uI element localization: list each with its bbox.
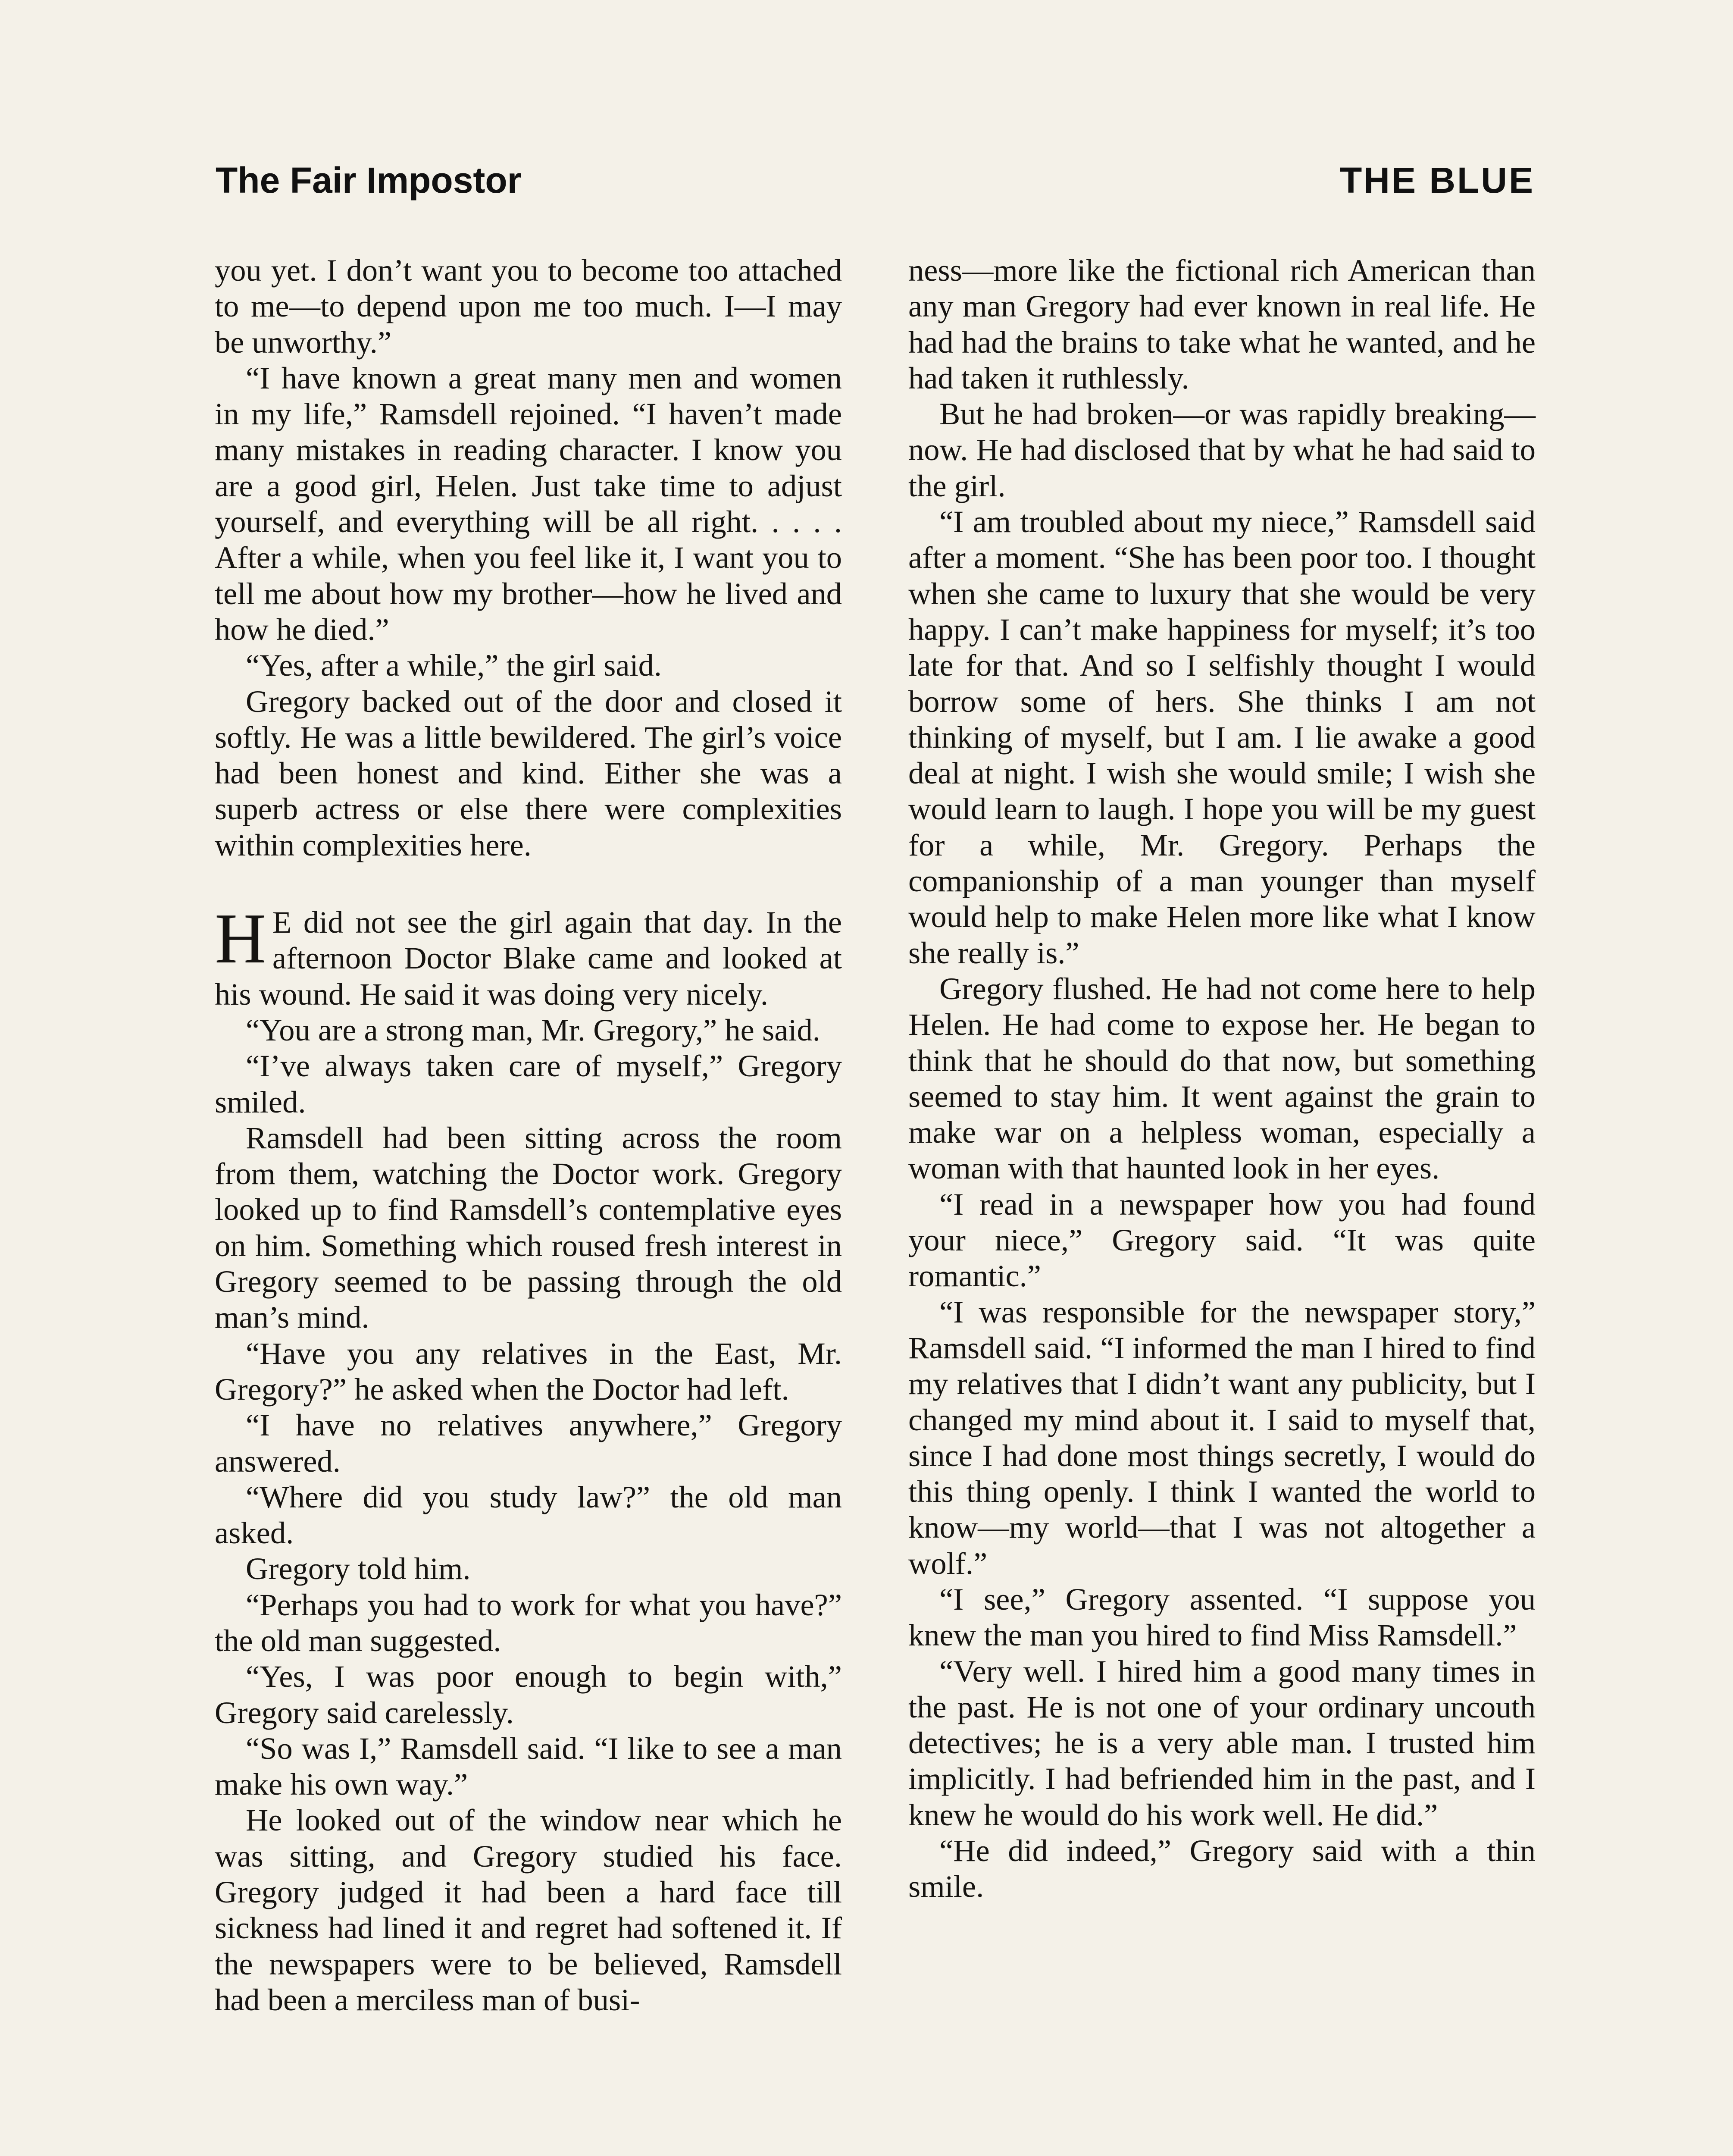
paragraph: “So was I,” Ramsdell said. “I like to see a man make his own way.” — [215, 1730, 842, 1802]
paragraph: “You are a strong man, Mr. Gregory,” he said. — [246, 1012, 820, 1047]
header-story-title: The Fair Impostor — [216, 160, 522, 201]
paragraph: But he had broken—or was rapidly breaking—now. He had disclosed that by what he had said to the girl. — [908, 396, 1536, 503]
paragraph: “He did indeed,” Gregory said with a thin smile. — [908, 1833, 1536, 1904]
paragraph: He looked out of the window near which he was sitting, and Gregory studied his face. Gregory judged it had been a hard face till sickness had lined it and regret had softened it. If the newspapers were to be believed, Ramsdell had been a merciless man of busi- — [215, 1802, 842, 2017]
left-column — [215, 252, 842, 2156]
paragraph: Gregory backed out of the door and closed it softly. He was a little bewildered. The girl’s voice had been honest and kind. Either she was a superb actress or else there were complexities within complexities here. — [215, 683, 842, 862]
header-magazine-title: THE BLUE — [1340, 160, 1535, 201]
paragraph: Gregory told him. — [246, 1551, 471, 1586]
paragraph: “I was responsible for the newspaper story,” Ramsdell said. “I informed the man I hired to find my relatives that I didn’t want any publicity, but I changed my mind about it. I said to myself that, since I had done most things secretly, I would do this thing openly. I think I wanted the world to know—my world—that I was not altogether a wolf.” — [908, 1294, 1536, 1581]
paragraph: Ramsdell had been sitting across the room from them, watching the Doctor work. Gregory looked up to find Ramsdell’s contemplative eyes on him. Something which roused fresh interest in Gregory seemed to be passing through the old man’s mind. — [215, 1120, 842, 1335]
paragraph: ness—more like the fictional rich American than any man Gregory had ever known in real life. He had had the brains to take what he wanted, and he had taken it ruthlessly. — [908, 253, 1536, 395]
paragraph: “I’ve always taken care of myself,” Gregory smiled. — [215, 1048, 842, 1119]
paragraph: “Perhaps you had to work for what you have?” the old man suggested. — [215, 1587, 842, 1658]
paragraph: “I have no relatives anywhere,” Gregory answered. — [215, 1407, 842, 1479]
paragraph: “I read in a newspaper how you had found your niece,” Gregory said. “It was quite romantic.” — [908, 1186, 1536, 1294]
paragraph: “I have known a great many men and women in my life,” Ramsdell rejoined. “I haven’t made many mistakes in reading character. I know you are a good girl, Helen. Just take time to adjust yourself, and everything will be all right. . . . . After a while, when you feel like it, I want you to tell me about how my brother—how he lived and how he died.” — [215, 360, 842, 647]
paragraph: “Where did you study law?” the old man asked. — [215, 1479, 842, 1551]
text-columns — [215, 252, 1536, 2156]
paragraph: “Yes, I was poor enough to begin with,” Gregory said carelessly. — [215, 1659, 842, 1730]
paragraph: “I am troubled about my niece,” Ramsdell said after a moment. “She has been poor too. I thought when she came to luxury that she would be very happy. I can’t make happiness for myself; it’s too late for that. And so I selfishly thought I would borrow some of hers. She thinks I am not thinking of myself, but I am. I lie awake a good deal at night. I wish she would smile; I wish she would learn to laugh. I hope you will be my guest for a while, Mr. Gregory. Perhaps the companionship of a man younger than myself would help to make Helen more like what I know she really is.” — [908, 504, 1536, 970]
drop-cap: H — [215, 899, 266, 978]
running-header — [216, 160, 1535, 211]
paragraph: “Have you any relatives in the East, Mr. Gregory?” he asked when the Doctor had left. — [215, 1335, 842, 1407]
paragraph: “Very well. I hired him a good many times in the past. He is not one of your ordinary uncouth detectives; he is a very able man. I trusted him implicitly. I had befriended him in the past, and I knew he would do his work well. He did.” — [908, 1653, 1536, 1832]
paragraph: you yet. I don’t want you to become too attached to me—to depend upon me too much. I—I may be unworthy.” — [215, 253, 842, 360]
paragraph: Gregory flushed. He had not come here to help Helen. He had come to expose her. He began to think that he should do that now, but something seemed to stay him. It went against the grain to make war on a helpless woman, especially a woman with that haunted look in her eyes. — [908, 971, 1536, 1186]
section-opening-paragraph — [215, 899, 842, 1012]
paragraph-text: E did not see the girl again that day. In the afternoon Doctor Blake came and looked at his wound. He said it was doing very nicely. — [215, 905, 842, 1012]
right-column — [908, 252, 1536, 2156]
paragraph: “Yes, after a while,” the girl said. — [246, 648, 662, 683]
paragraph: “I see,” Gregory assented. “I suppose you knew the man you hired to find Miss Ramsdell.” — [908, 1581, 1536, 1653]
